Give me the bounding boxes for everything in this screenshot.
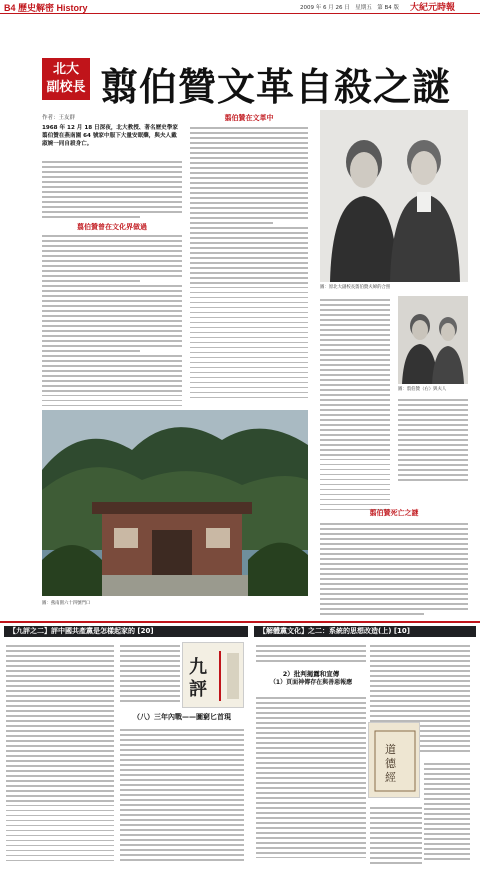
photo-3-caption: 圖：翦伯贊（右）與夫人 (398, 387, 447, 392)
right-article-col-2-bottom (370, 804, 422, 868)
article-title: 翦伯贊文革自殺之謎 (100, 64, 452, 109)
left-article-col-1 (6, 642, 114, 868)
right-subheads: 2）批判揭露和宣傳 （1）頁面神傳存在與善惡報應 (269, 670, 353, 686)
column-1-top (42, 158, 182, 223)
badge-line-2: 副校長 (46, 80, 86, 95)
section-divider (0, 621, 480, 623)
column-2-body (190, 124, 308, 408)
publication-logo: 大紀元時報 (410, 3, 456, 13)
book-cover-nine-commentaries (182, 642, 244, 708)
book-cover-daodejing (368, 722, 420, 798)
column-4-body (398, 396, 468, 488)
photo-2-caption: 圖：燕南園六十四號門口 (42, 601, 91, 606)
column-2-subhead (190, 113, 308, 123)
right-article-col-1 (256, 694, 366, 868)
svg-text:評: 評 (189, 679, 207, 700)
issue-date: 2009 年 6 月 26 日 星期五 第 B4 版 (300, 5, 400, 11)
section-label: B4 歷史解密 History (4, 3, 88, 13)
left-article-col-2-body (120, 726, 244, 868)
article-lead: 1968 年 12 月 18 日深夜，北大教授、著名歷史學家翦伯贊在燕南園 64 號家中服下大量安眠藥，與夫人戴淑婉一同自殺身亡。 (42, 125, 178, 147)
badge-line-1: 北大 (52, 62, 79, 77)
svg-text:道: 道 (385, 743, 396, 756)
subhead-1: 翦伯贊曾在文化界做過 (77, 223, 147, 231)
left-subhead: （八）三年內戰——圖窮匕首現 (133, 713, 231, 721)
page-header (0, 0, 480, 14)
left-article-col-2-top (120, 642, 180, 706)
svg-text:德: 德 (385, 757, 396, 770)
couple-photo (320, 110, 468, 282)
svg-text:經: 經 (385, 771, 396, 784)
svg-text:九: 九 (189, 657, 207, 678)
right-article-intro (256, 642, 366, 668)
article-author: 作者：王友群 (42, 115, 76, 121)
right-series-band: 【解體黨文化】之二：系統的思想改造(上) [10] (254, 626, 476, 637)
left-series-band: 【九評之二】評中國共產黨是怎樣起家的 [20] (4, 626, 248, 637)
column-5-body (320, 520, 468, 618)
title-badge (42, 58, 90, 100)
column-3-body (320, 296, 390, 518)
portrait-photo (398, 296, 468, 384)
subhead-2: 翦伯贊在文革中 (224, 114, 274, 122)
right-article-col-2-side (424, 760, 470, 868)
building-photo (42, 410, 308, 596)
subhead-3: 翦伯贊死亡之謎 (369, 509, 419, 517)
photo-1-caption: 圖：原北大副校長翦伯贊夫婦的合照 (320, 285, 391, 290)
